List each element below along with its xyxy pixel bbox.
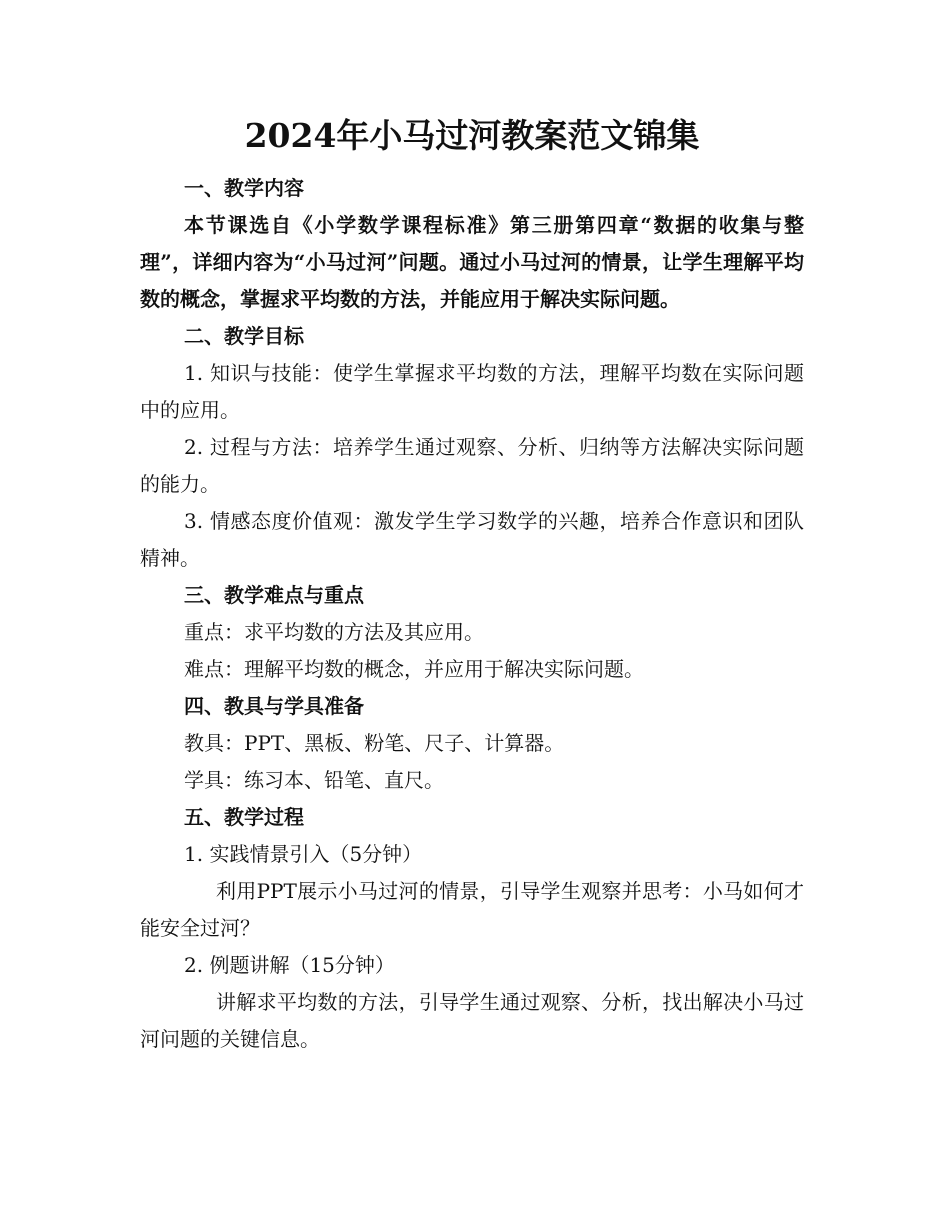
section-heading-content: 一、教学内容 xyxy=(184,176,304,200)
student-tools-text: 学具：练习本、铅笔、直尺。 xyxy=(184,768,444,792)
process-step-2-title: 2. 例题讲解（15分钟） xyxy=(184,953,395,977)
section-heading-objectives: 二、教学目标 xyxy=(184,324,304,348)
key-point-text: 重点：求平均数的方法及其应用。 xyxy=(184,620,484,644)
section-heading-materials: 四、教具与学具准备 xyxy=(184,694,364,718)
section-content-text: 本节课选自《小学数学课程标准》第三册第四章“数据的收集与整理”，详细内容为“小马过河”问题。通过小马过河的情景，让学生理解平均数的概念，掌握求平均数的方法，并能应用于解决实际问题。 xyxy=(140,213,804,311)
document-page xyxy=(140,108,804,1058)
objective-item-2: 2. 过程与方法：培养学生通过观察、分析、归纳等方法解决实际问题的能力。 xyxy=(140,435,804,496)
section-heading-key-points: 三、教学难点与重点 xyxy=(184,583,364,607)
process-step-1-title: 1. 实践情景引入（5分钟） xyxy=(184,842,423,866)
document-title: 2024年小马过河教案范文锦集 xyxy=(244,116,700,155)
process-step-2-text: 讲解求平均数的方法，引导学生通过观察、分析，找出解决小马过河问题的关键信息。 xyxy=(140,990,804,1051)
teacher-tools-text: 教具：PPT、黑板、粉笔、尺子、计算器。 xyxy=(184,731,565,755)
objective-item-3: 3. 情感态度价值观：激发学生学习数学的兴趣，培养合作意识和团队精神。 xyxy=(140,509,804,570)
difficulty-text: 难点：理解平均数的概念，并应用于解决实际问题。 xyxy=(184,657,644,681)
process-step-1-text: 利用PPT展示小马过河的情景，引导学生观察并思考：小马如何才能安全过河？ xyxy=(140,879,804,940)
section-heading-process: 五、教学过程 xyxy=(184,805,304,829)
objective-item-1: 1. 知识与技能：使学生掌握求平均数的方法，理解平均数在实际问题中的应用。 xyxy=(140,361,804,422)
